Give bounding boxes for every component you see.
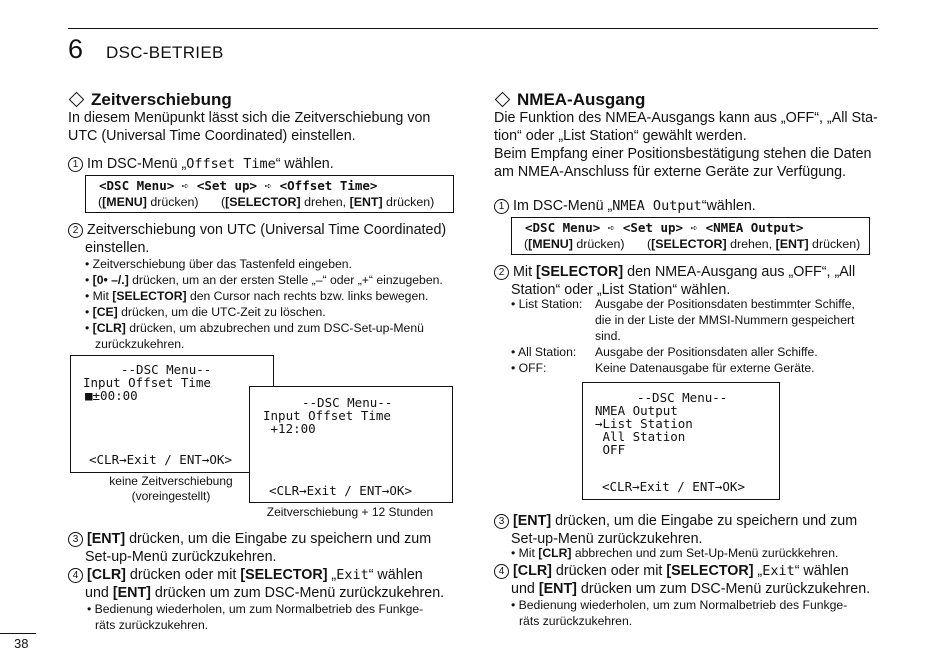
nmea-step-3-bullet: • Mit [CLR] abbrechen und zum Set-Up-Menü zurückkehren. — [511, 546, 839, 560]
section-heading-nmea — [494, 90, 645, 110]
definition-list-station: • List Station: Ausgabe der Positionsdaten bestimmter Schiffe, die in der Liste der MMSI-Nummern gespeichert sind. — [511, 297, 855, 343]
lcd-line: --DSC Menu-- — [121, 362, 212, 377]
bullet-item: • Mit [SELECTOR] den Cursor nach rechts bzw. links bewegen. — [85, 289, 429, 303]
lcd-line: Input Offset Time — [263, 408, 391, 423]
chapter-number: 6 — [68, 34, 84, 64]
lcd-line: →List Station — [595, 416, 693, 431]
heading-text: Zeitverschiebung — [91, 90, 232, 109]
intro-line: UTC (Universal Time Coordinated) einstellen. — [68, 128, 356, 144]
lcd2-caption: Zeitverschiebung + 12 Stunden — [266, 505, 434, 519]
lcd-line: <CLR→Exit / ENT→OK> — [269, 483, 412, 498]
step-text: einstellen. — [85, 240, 150, 256]
lcd-line: All Station — [595, 429, 686, 444]
section-heading-zeitverschiebung — [68, 90, 232, 110]
lcd-term: Offset Time — [186, 156, 276, 172]
step-2 — [68, 221, 454, 257]
lcd-screen-nmea — [582, 382, 780, 500]
intro-line: In diesem Menüpunkt lässt sich die Zeitverschiebung von — [68, 110, 431, 126]
step-number: 1 — [68, 157, 83, 172]
bullet-item: • [CLR] drücken, um abzubrechen und zum DSC-Set-up-Menü — [85, 321, 424, 335]
step-3: 3 [ENT] drücken, um die Eingabe zu speichern und zum Set-up-Menü zurückzukehren. — [68, 530, 458, 566]
nmea-step-3: 3 [ENT] drücken, um die Eingabe zu speichern und zum Set-up-Menü zurückzukehren. — [494, 512, 884, 548]
nmea-menu-path-box — [511, 217, 870, 255]
nmea-step-4-bullet: • Bedienung wiederholen, um zum Normalbetrieb des Funkge- räts zurückzukehren. — [511, 598, 848, 628]
chapter-title: DSC-BETRIEB — [106, 43, 224, 62]
lcd-line: <CLR→Exit / ENT→OK> — [89, 452, 232, 467]
heading-text: NMEA-Ausgang — [517, 90, 646, 109]
menu-path-keys-a: ([MENU] drücken) — [98, 195, 199, 209]
lcd-line: +12:00 — [263, 421, 316, 436]
diamond-icon — [495, 92, 511, 108]
lcd-line: OFF — [595, 442, 626, 457]
bullet-item: zurückzukehren. — [95, 337, 185, 351]
nmea-option-definitions — [511, 296, 883, 376]
menu-path-keys-a: ([MENU] drücken) — [524, 237, 625, 251]
header-rule — [68, 28, 878, 29]
page-number: 38 — [14, 636, 29, 651]
step-1 — [68, 155, 334, 173]
intro-paragraph — [68, 109, 454, 145]
menu-path-keys-b: ([SELECTOR] drehen, [ENT] drücken) — [221, 195, 435, 209]
lcd-line: ■±00:00 — [85, 388, 138, 403]
menu-path: <DSC Menu> ➪ <Set up> ➪ <Offset Time> — [99, 178, 378, 193]
lcd-line: NMEA Output — [595, 403, 678, 418]
nmea-intro-paragraph: Die Funktion des NMEA-Ausgangs kann aus „OFF“, „All Sta- tion“ oder „List Station“ gewählt werden. Beim Empfang einer Positionsbestätigung stehen die Daten am NMEA-Anschluss für externe Geräte zur Verfügung. — [494, 110, 878, 180]
lcd-screen-default — [70, 355, 274, 473]
menu-path-keys-b: ([SELECTOR] drehen, [ENT] drücken) — [647, 237, 861, 251]
definition-off: • OFF: Keine Datenausgabe für externe Geräte. — [511, 361, 815, 375]
step-4-bullet: • Bedienung wiederholen, um zum Normalbetrieb des Funkge- räts zurückzukehren. — [87, 602, 424, 632]
lcd-screen-offset — [249, 386, 453, 503]
lcd-line: Input Offset Time — [83, 375, 211, 390]
diamond-icon — [69, 92, 85, 108]
step-4: 4 [CLR] drücken oder mit [SELECTOR] „Exit“ wählen und [ENT] drücken um zum DSC-Menü zurückzukehren. — [68, 566, 458, 602]
nmea-step-1: 1 Im DSC-Menü „NMEA Output“wählen. — [494, 197, 756, 215]
step-number: 2 — [68, 223, 83, 238]
lcd-line: <CLR→Exit / ENT→OK> — [602, 479, 745, 494]
step-text: “ wählen. — [275, 156, 334, 172]
bullet-item: • Zeitverschiebung über das Tastenfeld eingeben. — [85, 257, 352, 271]
step-text: Im DSC-Menü „ — [87, 156, 187, 172]
page-number-rule — [0, 633, 36, 634]
bullet-item: • [0• –/.] drücken, um an der ersten Stelle „–“ oder „+“ einzugeben. — [85, 273, 443, 287]
menu-path-box — [85, 175, 454, 213]
nmea-step-2: 2 Mit [SELECTOR] den NMEA-Ausgang aus „OFF“, „All Station“ oder „List Station“ wählen. — [494, 263, 880, 299]
definition-all-station: • All Station: Ausgabe der Positionsdaten aller Schiffe. — [511, 345, 818, 359]
menu-path: <DSC Menu> ➪ <Set up> ➪ <NMEA Output> — [525, 220, 804, 235]
bullet-item: • [CE] drücken, um die UTC-Zeit zu löschen. — [85, 305, 326, 319]
lcd1-caption: keine Zeitverschiebung (voreingestellt) — [109, 474, 233, 503]
nmea-step-4: 4 [CLR] drücken oder mit [SELECTOR] „Exit“ wählen und [ENT] drücken um zum DSC-Menü zurückzukehren. — [494, 562, 884, 598]
step-text: Zeitverschiebung von UTC (Universal Time Coordinated) — [87, 222, 447, 238]
lcd-line: --DSC Menu-- — [302, 395, 393, 410]
lcd-line: --DSC Menu-- — [637, 390, 728, 405]
step-2-bullets — [85, 256, 457, 352]
